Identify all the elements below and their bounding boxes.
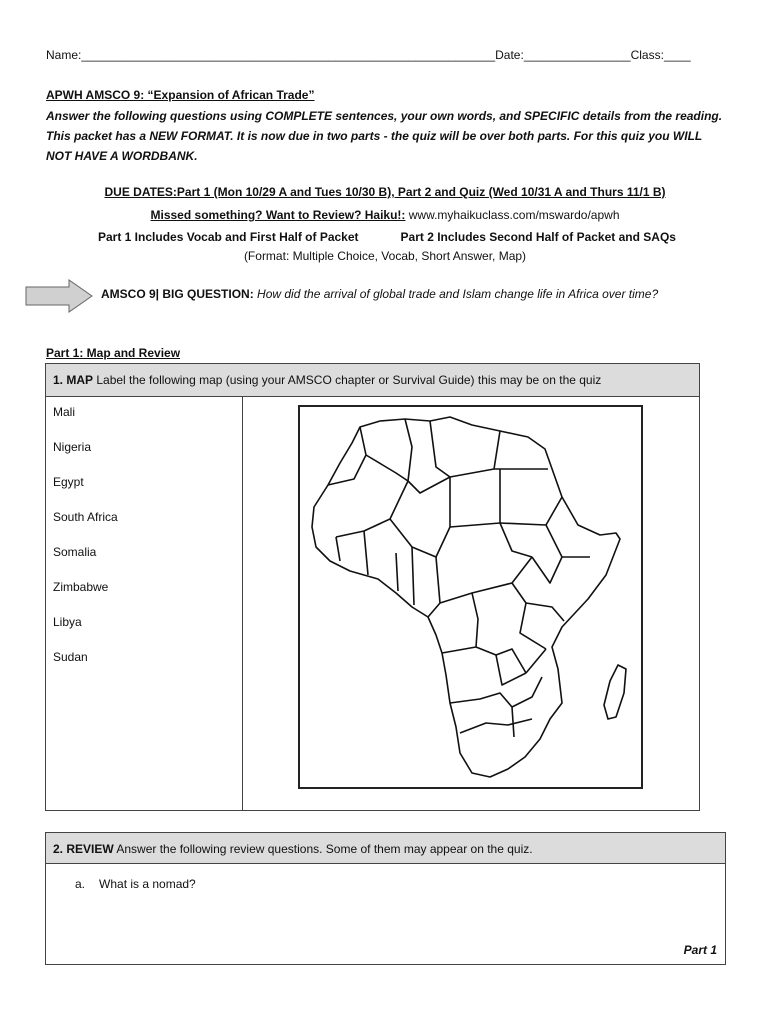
map-label: 1. MAP: [53, 373, 94, 387]
class-blank[interactable]: ____: [663, 48, 691, 62]
country-label: South Africa: [53, 510, 118, 524]
class-label: Class:: [630, 48, 664, 62]
review-instruction: Answer the following review questions. Some of them may appear on the quiz.: [113, 842, 533, 856]
big-question: [101, 287, 658, 301]
date-blank[interactable]: ________________: [523, 48, 631, 62]
question-text: What is a nomad?: [99, 877, 196, 891]
big-question-label: AMSCO 9| BIG QUESTION:: [101, 287, 254, 301]
page-title: APWH AMSCO 9: “Expansion of African Trade”: [46, 88, 315, 102]
review-question: [75, 877, 196, 891]
country-label: Libya: [53, 615, 82, 629]
country-label: Mali: [53, 405, 76, 419]
column-divider: [242, 397, 243, 810]
instructions: Answer the following questions using COMPLETE sentences, your own words, and SPECIFIC details from the reading. This packet has a NEW FORMAT. It is now due in two parts - the quiz will be over both parts. For this quiz you WILL NOT HAVE A WORDBANK.: [46, 109, 723, 163]
country-label: Somalia: [53, 545, 97, 559]
country-label: Egypt: [53, 475, 84, 489]
format-line: (Format: Multiple Choice, Vocab, Short Answer, Map): [243, 249, 527, 263]
africa-map[interactable]: [298, 405, 643, 789]
country-label: Zimbabwe: [53, 580, 109, 594]
part2-includes: Part 2 Includes Second Half of Packet and SAQs: [400, 230, 676, 244]
country-label: Nigeria: [53, 440, 92, 454]
due-dates: DUE DATES:Part 1 (Mon 10/29 A and Tues 10/30 B), Part 2 and Quiz (Wed 10/31 A and Thurs 11/1 B): [104, 185, 666, 199]
review-label: 2. REVIEW: [53, 842, 114, 856]
part-footer: Part 1: [683, 943, 717, 957]
part1-heading: Part 1: Map and Review: [46, 346, 181, 360]
date-label: Date:: [495, 48, 524, 62]
haiku-line: [0, 208, 770, 222]
africa-outline-map: [300, 407, 641, 787]
review-section: [45, 832, 726, 965]
part1-includes: Part 1 Includes Vocab and First Half of Packet: [98, 230, 359, 244]
map-section-header: [46, 364, 699, 397]
country-label: Sudan: [53, 650, 88, 664]
name-blank[interactable]: ______________________________________________________________: [81, 48, 496, 62]
haiku-url[interactable]: www.myhaikuclass.com/mswardo/apwh: [405, 208, 620, 222]
question-marker: a.: [75, 877, 86, 891]
big-question-text: How did the arrival of global trade and Islam change life in Africa over time?: [253, 287, 659, 301]
parts-line: [98, 230, 676, 244]
review-section-header: [46, 833, 725, 864]
map-section: [45, 363, 700, 811]
map-instruction: Label the following map (using your AMSCO chapter or Survival Guide) this may be on the quiz: [93, 373, 602, 387]
haiku-label: Missed something? Want to Review? Haiku!:: [150, 208, 406, 222]
name-label: Name:: [46, 48, 82, 62]
right-arrow-icon: [25, 279, 93, 313]
student-info-line: [46, 48, 726, 62]
